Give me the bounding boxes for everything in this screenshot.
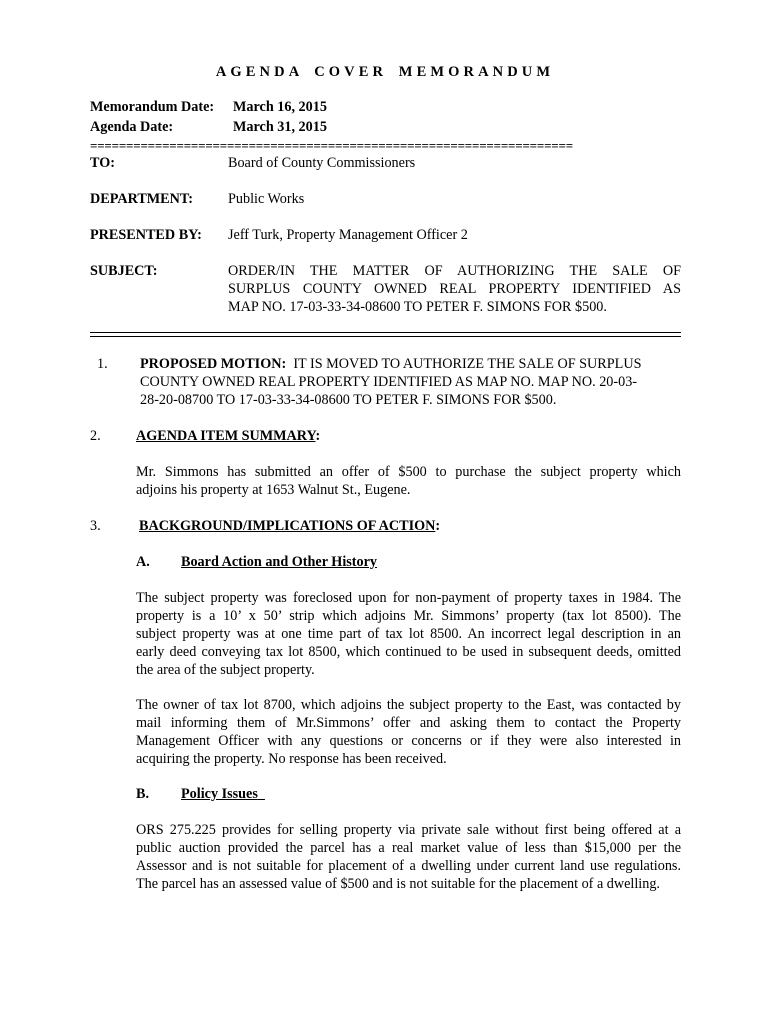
paragraph-line: mail informing them of Mr.Simmons’ offer and asking them to contact the Property xyxy=(136,715,681,731)
board-action-heading: Board Action and Other History xyxy=(181,554,378,570)
department-label: DEPARTMENT: xyxy=(90,191,194,207)
to-value: Board of County Commissioners xyxy=(228,155,416,171)
agenda-item-summary-text xyxy=(136,463,681,499)
background-heading: BACKGROUND/IMPLICATIONS OF ACTION: xyxy=(139,518,441,534)
paragraph-line: The subject property was foreclosed upon for non-payment of property taxes in 1984. The xyxy=(136,590,681,606)
section-2-number: 2. xyxy=(90,428,101,444)
subject-line: ORDER/IN THE MATTER OF AUTHORIZING THE SALE OF xyxy=(228,263,681,279)
paragraph-line: The owner of tax lot 8700, which adjoins the subject property to the East, was contacted by xyxy=(136,697,681,713)
proposed-motion xyxy=(140,355,665,409)
paragraph-line: subject property was at one time part of tax lot 8500. An incorrect legal description in an xyxy=(136,626,681,642)
subject-line: SURPLUS COUNTY OWNED REAL PROPERTY IDENTIFIED AS xyxy=(228,281,681,297)
agenda-item-summary-heading: AGENDA ITEM SUMMARY: xyxy=(136,428,321,444)
subject-value xyxy=(228,262,681,316)
summary-line: Mr. Simmons has submitted an offer of $500 to purchase the subject property which xyxy=(136,464,681,480)
paragraph-line: Management Officer with any questions or concerns or if they were also interested in xyxy=(136,733,681,749)
proposed-motion-heading: PROPOSED MOTION: xyxy=(140,356,287,372)
paragraph-line: ORS 275.225 provides for selling property via private sale without first being offered at a xyxy=(136,822,681,838)
proposed-motion-line: IT IS MOVED TO AUTHORIZE THE SALE OF SURPLUS xyxy=(293,356,642,372)
divider-rule-top xyxy=(90,332,681,333)
paragraph-line: acquiring the property. No response has been received. xyxy=(136,751,447,767)
subject-line: MAP NO. 17-03-33-34-08600 TO PETER F. SIMONS FOR $500. xyxy=(228,299,607,315)
proposed-motion-line: 28-20-08700 TO 17-03-33-34-08600 TO PETER F. SIMONS FOR $500. xyxy=(140,392,557,408)
document-title: AGENDA COVER MEMORANDUM xyxy=(215,64,555,80)
section-1-number: 1. xyxy=(97,356,108,372)
policy-issues-paragraph xyxy=(136,821,681,893)
separator-line: =================================================================== xyxy=(90,139,573,153)
summary-line: adjoins his property at 1653 Walnut St., Eugene. xyxy=(136,482,411,498)
paragraph-line: the area of the subject property. xyxy=(136,662,315,678)
presented-by-value: Jeff Turk, Property Management Officer 2 xyxy=(228,227,468,243)
board-action-paragraph-1 xyxy=(136,589,681,679)
paragraph-line: public auction provided the parcel has a real market value of less than $15,000 per the xyxy=(136,840,681,856)
paragraph-line: The parcel has an assessed value of $500 and is not suitable for the placement of a dwelling. xyxy=(136,876,660,892)
proposed-motion-line: COUNTY OWNED REAL PROPERTY IDENTIFIED AS MAP NO. MAP NO. 20-03- xyxy=(140,374,638,390)
subsection-b-letter: B. xyxy=(136,786,150,802)
to-label: TO: xyxy=(90,155,115,171)
board-action-paragraph-2 xyxy=(136,696,681,768)
divider-rule-bottom xyxy=(90,336,681,337)
agenda-date-label: Agenda Date: xyxy=(90,119,174,135)
memo-date-label: Memorandum Date: xyxy=(90,99,215,115)
section-3-number: 3. xyxy=(90,518,101,534)
paragraph-line: property is a 10’ x 50’ strip which adjoins Mr. Simmons’ property (tax lot 8500). The xyxy=(136,608,681,624)
memo-date-value: March 16, 2015 xyxy=(233,99,327,115)
presented-by-label: PRESENTED BY: xyxy=(90,227,202,243)
subject-label: SUBJECT: xyxy=(90,263,158,279)
paragraph-line: Assessor and is not suitable for placement of a dwelling under current land use regulations. xyxy=(136,858,681,874)
agenda-date-value: March 31, 2015 xyxy=(233,119,327,135)
department-value: Public Works xyxy=(228,191,305,207)
subsection-a-letter: A. xyxy=(136,554,150,570)
paragraph-line: early deed conveying tax lot 8500, which continued to be used in subsequent deeds, omitted xyxy=(136,644,681,660)
policy-issues-heading: Policy Issues xyxy=(181,786,258,802)
